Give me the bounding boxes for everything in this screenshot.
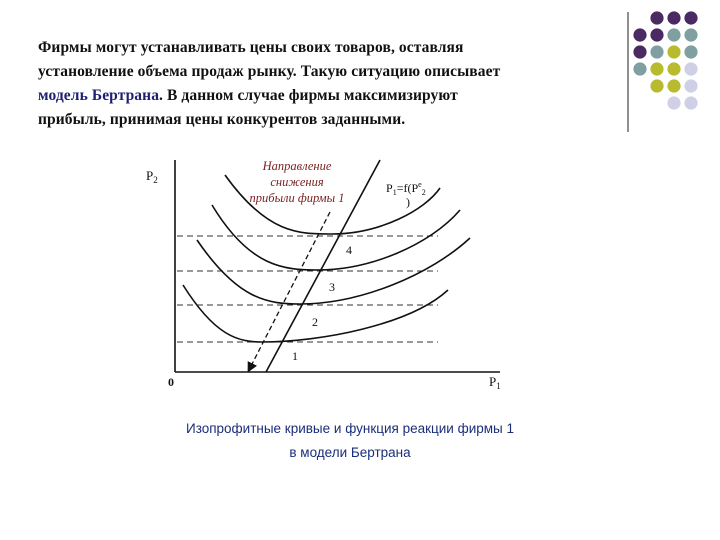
intro-line-1: Фирмы могут устанавливать цены своих товаров, оставляя — [38, 39, 464, 56]
direction-note-line-2: снижения — [270, 175, 324, 189]
direction-note — [250, 159, 345, 205]
intro-line-4: прибыль, принимая цены конкурентов заданными. — [38, 111, 406, 128]
curve-label-2: 2 — [312, 315, 318, 329]
curve-label-1: 1 — [292, 349, 298, 363]
y-axis-label: $P_2$ — [146, 168, 158, 185]
reaction-function-label: $P_1=f(P^e_2$ — [386, 180, 426, 197]
direction-note-line-1: Направление — [262, 159, 332, 173]
origin-label: 0 — [168, 375, 174, 389]
reaction-function-label-close: ) — [406, 195, 410, 209]
bertrand-model-link[interactable]: модель Бертрана — [38, 87, 160, 104]
curve-label-3: 3 — [329, 280, 335, 294]
figure-caption-line-1: Изопрофитные кривые и функция реакции фирмы 1 — [185, 421, 514, 436]
direction-note-line-3: прибыли фирмы 1 — [249, 191, 345, 205]
x-axis-label: $P_1$ — [489, 374, 501, 391]
curve-label-4: 4 — [346, 243, 352, 257]
profit-decrease-arrow — [250, 212, 330, 368]
isoprofit-curve-1 — [183, 285, 448, 342]
figure-caption-line-2: в модели Бертрана — [289, 445, 411, 460]
intro-line-3-rest: . В данном случае фирмы максимизируют — [159, 87, 458, 104]
isoprofit-curve-3 — [212, 205, 460, 270]
intro-line-2: установление объема продаж рынку. Такую ситуацию описывает — [38, 63, 501, 80]
